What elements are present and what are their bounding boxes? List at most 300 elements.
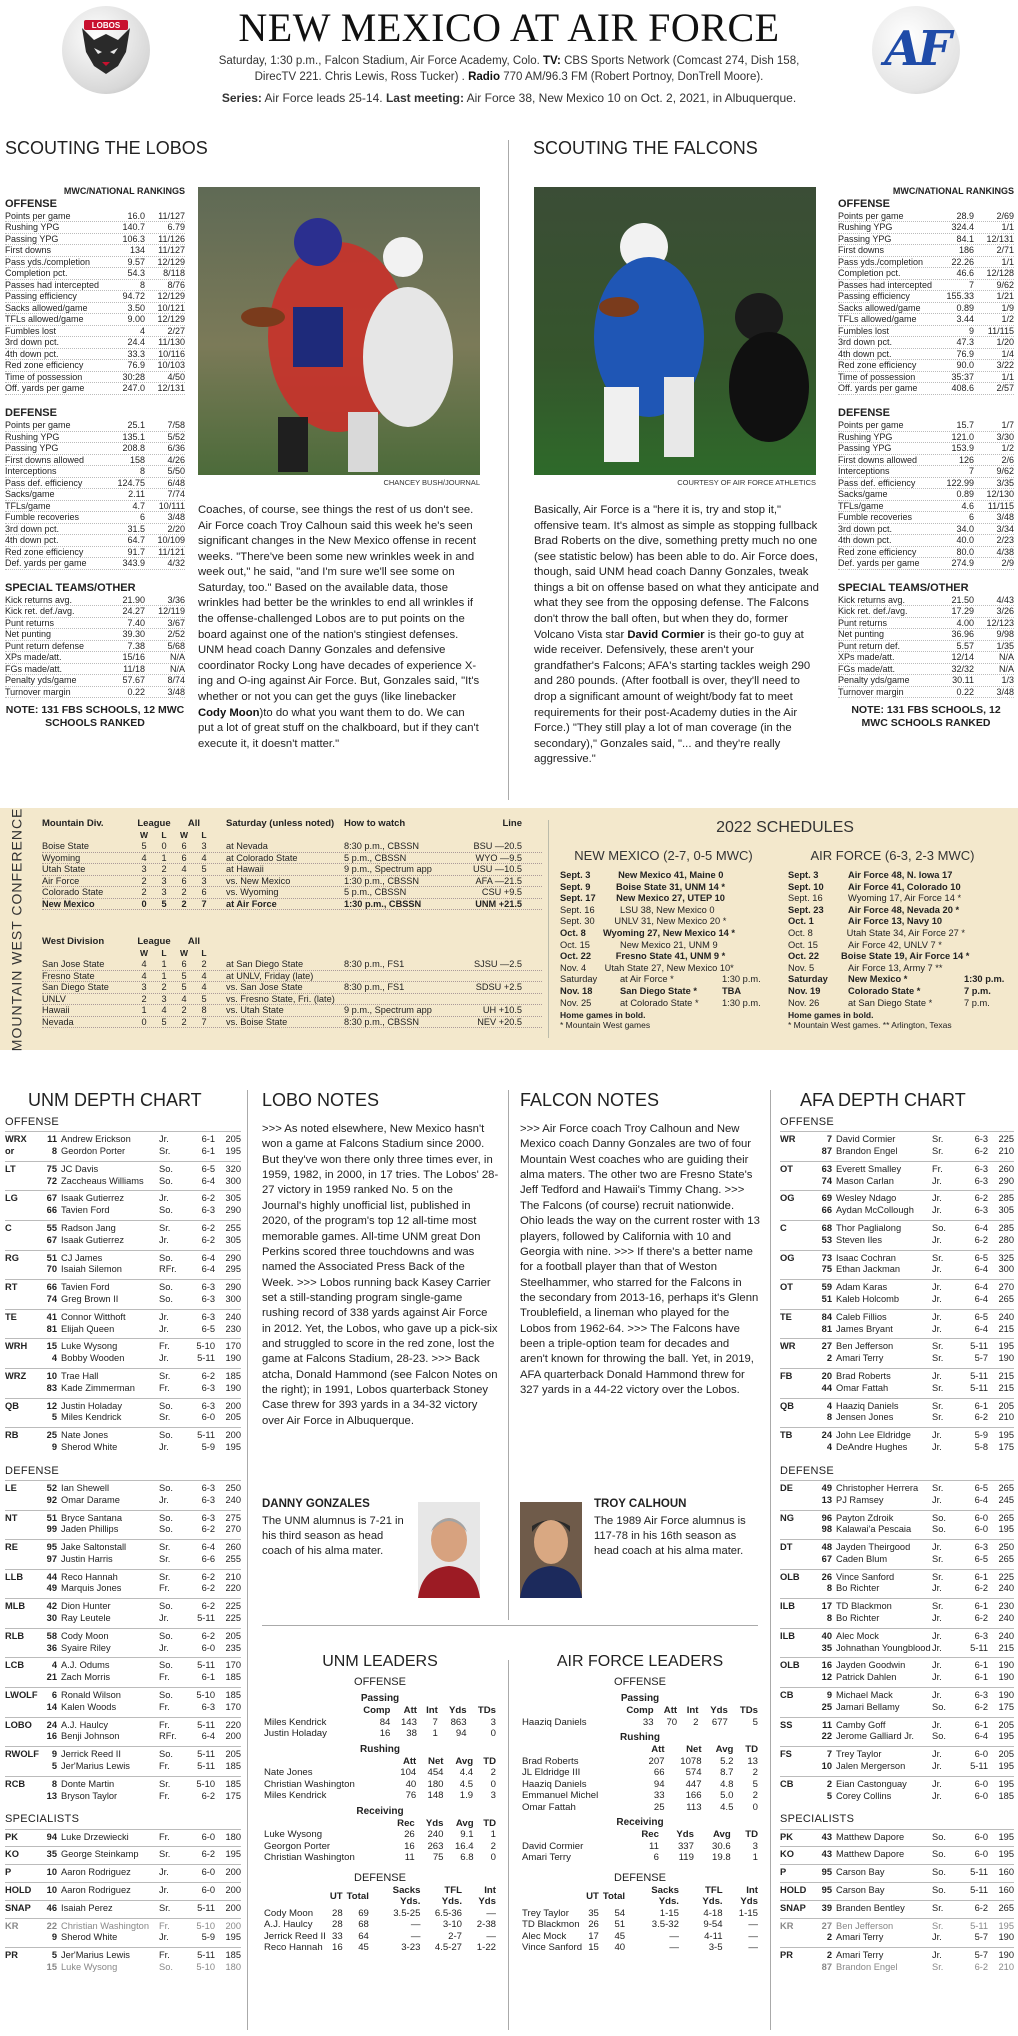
- player-name: John Lee Eldridge: [836, 1430, 911, 1441]
- player-name: Elijah Queen: [61, 1323, 115, 1334]
- stat-value: 9: [968, 325, 974, 336]
- schedule-date: Saturday: [560, 974, 598, 985]
- depth-position: [5, 1131, 241, 1161]
- player-height: 6-1: [201, 1145, 215, 1156]
- player-weight: 220: [225, 1583, 241, 1594]
- stat-value: 31.5: [127, 523, 145, 534]
- player-weight: 255: [225, 1553, 241, 1564]
- player-name: Jerome Galliard Jr.: [836, 1731, 915, 1742]
- depth-player-row: [5, 1672, 241, 1684]
- standings-cell: 6: [181, 959, 187, 969]
- stat-value: 153.9: [951, 443, 974, 454]
- stat-cell: Miles Kendrick: [264, 1716, 327, 1728]
- col-header: Sacks Yds.: [392, 1884, 421, 1908]
- player-name: Aaron Rodriguez: [61, 1885, 131, 1896]
- jersey-number: 98: [821, 1524, 832, 1535]
- jersey-number: 21: [46, 1672, 57, 1683]
- depth-pos: [5, 1324, 39, 1336]
- depth-player-row: [5, 1146, 241, 1158]
- player-weight: 185: [225, 1761, 241, 1772]
- player-weight: 205: [998, 1719, 1014, 1730]
- player-name: Isaak Gutierrez: [61, 1234, 125, 1245]
- depth-position: [5, 1569, 241, 1599]
- jersey-number: 15: [46, 1962, 57, 1972]
- player-class: Jr.: [159, 1494, 169, 1505]
- depth-player-row: [5, 1867, 241, 1879]
- player-name: Andrew Erickson: [61, 1134, 131, 1145]
- player-name: Zaccheaus Williams: [61, 1175, 144, 1186]
- depth-position: [5, 1338, 241, 1368]
- depth-pos: [5, 1583, 39, 1595]
- schedule-time: 7 p.m.: [964, 985, 991, 996]
- player-class: Jr.: [932, 1761, 942, 1772]
- standings-cell: [462, 994, 522, 1005]
- standings-cell: at UNLV, Friday (late): [226, 970, 314, 981]
- stat-value: 124.75: [117, 477, 145, 488]
- calhoun-name: TROY CALHOUN: [594, 1498, 687, 1510]
- stat-value: 80.0: [956, 546, 974, 557]
- stat-value: 121.0: [951, 431, 974, 442]
- depth-player-row: [5, 1495, 241, 1507]
- depth-pos: [5, 1791, 39, 1803]
- stat-label: Kick ret. def./avg.: [838, 606, 908, 617]
- stat-cell: —: [410, 1919, 421, 1931]
- player-height: 6-0: [974, 1524, 988, 1535]
- depth-pos: NT: [5, 1512, 18, 1523]
- standings-cell: 4: [141, 970, 147, 981]
- player-name: Amari Terry: [836, 1932, 884, 1943]
- player-name: CJ James: [61, 1252, 103, 1263]
- jersey-number: 4: [51, 1353, 57, 1364]
- stat-cell: Trey Taylor: [522, 1907, 569, 1919]
- receiving-label: Receiving: [356, 1805, 404, 1817]
- stat-value: 274.9: [951, 558, 974, 569]
- col-header: Mountain Div.: [42, 818, 104, 829]
- stat-label: Punt returns: [5, 617, 55, 628]
- offense-section-label: OFFENSE: [5, 197, 57, 210]
- player-name: Steven Iles: [836, 1234, 882, 1245]
- depth-position: [5, 1598, 241, 1628]
- depth-pos: [780, 1761, 814, 1773]
- jersey-number: 52: [46, 1482, 57, 1493]
- stat-value: 84.1: [956, 233, 974, 244]
- standings-cell: 4: [161, 1005, 167, 1015]
- standings-cell: Utah State: [42, 864, 86, 874]
- stat-label: Passes had intercepted: [838, 279, 933, 290]
- player-height: 5-11: [970, 1885, 988, 1896]
- stat-value: 22.26: [951, 256, 974, 267]
- player-name: Justin Harris: [61, 1553, 113, 1564]
- schedule-time: [723, 870, 768, 882]
- depth-position: [780, 1190, 1014, 1220]
- stat-rank: 5/52: [167, 431, 185, 442]
- standings-cell: 7: [201, 1016, 207, 1027]
- standings-cell: UH +10.5: [482, 1005, 522, 1015]
- stat-cell: 5.2: [720, 1755, 734, 1767]
- player-weight: 195: [998, 1524, 1014, 1535]
- depth-position: [780, 1687, 1014, 1717]
- depth-pos: HOLD: [5, 1885, 32, 1896]
- standings-cell: Colorado State: [42, 887, 104, 897]
- depth-pos: [5, 1613, 39, 1625]
- depth-player-row: [780, 1371, 1014, 1383]
- standings-cell: 1: [141, 1005, 147, 1015]
- depth-pos: PR: [780, 1950, 793, 1961]
- depth-player-row: [5, 1282, 241, 1294]
- stat-cell: 4-18: [703, 1907, 723, 1919]
- stat-cell: 94: [653, 1778, 665, 1790]
- player-weight: 205: [998, 1749, 1014, 1760]
- player-weight: 305: [225, 1234, 241, 1245]
- stat-label: Points per game: [838, 210, 904, 221]
- player-class: Fr.: [159, 1341, 170, 1352]
- stat-value: 30.11: [952, 675, 974, 686]
- stat-rank: 3/26: [996, 606, 1014, 617]
- stat-rank: 1/1: [1001, 222, 1014, 233]
- player-height: 6-2: [974, 1412, 988, 1423]
- jersey-number: 97: [46, 1553, 57, 1564]
- standings-cell: [344, 994, 462, 1005]
- col-header: TDs: [477, 1705, 496, 1717]
- depth-position: [5, 1309, 241, 1339]
- player-weight: 225: [998, 1571, 1014, 1582]
- stat-row: [838, 558, 1014, 570]
- stat-value: 9.57: [127, 256, 145, 267]
- player-height: 5-7: [974, 1353, 988, 1364]
- player-class: Sr.: [159, 1222, 171, 1233]
- depth-player-row: [5, 1690, 241, 1702]
- depth-player-row: [780, 1643, 1014, 1655]
- jersey-number: 70: [46, 1264, 57, 1275]
- standings-cell: BSU —20.5: [473, 841, 522, 851]
- stat-cell: TD Blackmon: [522, 1919, 580, 1931]
- player-class: So.: [932, 1831, 946, 1842]
- stat-row: [5, 501, 185, 513]
- stat-label: Rushing YPG: [5, 222, 60, 233]
- standings-cell: 8:30 p.m., CBSSN: [344, 1016, 420, 1027]
- depth-position: [780, 1309, 1014, 1339]
- schedule-time: [735, 928, 768, 940]
- player-height: 5-10: [196, 1341, 215, 1352]
- player-class: Jr.: [159, 1353, 169, 1364]
- col-header: Comp: [626, 1705, 654, 1717]
- player-height: 6-4: [974, 1323, 988, 1334]
- stat-label: 4th down pct.: [838, 535, 892, 546]
- standings-cell: WYO —9.5: [475, 852, 522, 863]
- passing-table: [520, 1705, 760, 1728]
- stat-row: [838, 618, 1014, 630]
- stat-cell: Justin Holaday: [264, 1728, 327, 1740]
- player-height: 6-1: [201, 1672, 215, 1683]
- depth-pos: [5, 1383, 39, 1395]
- depth-player-row: [5, 1613, 241, 1625]
- stat-cell: 64: [358, 1930, 369, 1942]
- stat-label: FGs made/att.: [5, 663, 63, 674]
- col-subheader: L: [201, 830, 207, 840]
- stat-rank: 9/62: [996, 466, 1014, 477]
- player-class: Jr.: [932, 1542, 942, 1553]
- player-weight: 260: [225, 1542, 241, 1553]
- schedule-game: Air Force 48, N. Iowa 17: [848, 870, 953, 880]
- gonzales-bio: [262, 1498, 407, 1558]
- mwc-divider: [548, 820, 549, 1038]
- player-class: Jr.: [932, 1441, 942, 1452]
- depth-player-row: [5, 1761, 241, 1773]
- stat-rank: N/A: [998, 652, 1014, 663]
- player-name: Omar Fattah: [836, 1382, 889, 1393]
- player-weight: 205: [225, 1630, 241, 1641]
- offense-label: OFFENSE: [614, 1676, 666, 1688]
- depth-player-row: [780, 1134, 1014, 1146]
- calhoun-bio: [594, 1498, 759, 1558]
- stat-value: 91.7: [127, 546, 145, 557]
- stat-rank: 1/2: [1001, 443, 1014, 454]
- jersey-number: 25: [46, 1430, 57, 1441]
- stat-row: [838, 606, 1014, 618]
- stat-cell: 4.5: [459, 1778, 474, 1790]
- stat-row: [838, 360, 1014, 372]
- standings-row: [42, 1017, 542, 1029]
- standings-cell: Wyoming: [42, 852, 81, 863]
- schedule-row: [788, 916, 1010, 928]
- stat-cell: 104: [400, 1767, 417, 1779]
- scouting-divider: [508, 140, 509, 800]
- standings-cell: Fresno State: [42, 970, 95, 981]
- depth-pos: ILB: [780, 1601, 795, 1612]
- stat-label: Red zone efficiency: [838, 360, 917, 371]
- jersey-number: 30: [46, 1613, 57, 1624]
- col-header: TD: [483, 1755, 496, 1767]
- stat-cell: Emmanuel Michel: [522, 1790, 599, 1802]
- right-divider: [770, 1090, 771, 2030]
- depth-player-row: [780, 1282, 1014, 1294]
- stat-rank: 1/7: [1001, 420, 1014, 431]
- col-subheader: W: [139, 948, 149, 958]
- stat-cell: 6.8: [460, 1852, 474, 1864]
- jersey-number: 4: [826, 1400, 832, 1411]
- standings-cell: 1:30 p.m., CBSSN: [344, 898, 422, 909]
- stat-value: 64.7: [127, 535, 145, 546]
- player-height: 5-11: [197, 1613, 215, 1624]
- stat-row: [5, 558, 185, 570]
- player-name: Nate Jones: [61, 1430, 109, 1441]
- player-weight: 290: [225, 1252, 241, 1263]
- standings-row: [42, 887, 542, 899]
- player-weight: 195: [998, 1920, 1014, 1931]
- player-weight: 215: [998, 1382, 1014, 1393]
- jersey-number: 11: [47, 1134, 57, 1145]
- player-height: 6-2: [974, 1145, 988, 1156]
- depth-player-row: [5, 1193, 241, 1205]
- depth-pos: WR: [780, 1341, 796, 1352]
- col-header: [462, 936, 522, 948]
- stat-rank: 2/27: [167, 325, 185, 336]
- stat-rank: N/A: [998, 663, 1014, 674]
- schedule-row: [560, 870, 768, 882]
- player-weight: 200: [225, 1430, 241, 1441]
- special-section-label: SPECIAL TEAMS/OTHER: [838, 581, 969, 594]
- stat-label: 4th down pct.: [5, 535, 59, 546]
- player-height: 6-3: [201, 1701, 215, 1712]
- stat-rank: 11/115: [987, 500, 1014, 511]
- stat-cell: 454: [427, 1767, 444, 1779]
- depth-player-row: [5, 1542, 241, 1554]
- stat-row: [5, 383, 185, 395]
- player-class: So.: [159, 1601, 173, 1612]
- depth-player-row: [5, 1442, 241, 1454]
- player-class: Sr.: [159, 1370, 171, 1381]
- player-height: 6-2: [201, 1524, 215, 1535]
- player-name: Jaden Phillips: [61, 1524, 119, 1535]
- depth-pos: [5, 1264, 39, 1276]
- standings-row: [42, 899, 542, 911]
- player-name: Kade Zimmerman: [61, 1382, 135, 1393]
- stat-cell: 11: [404, 1852, 415, 1864]
- schedule-time: [965, 928, 1010, 940]
- player-class: So.: [159, 1175, 173, 1186]
- depth-player-row: [5, 1401, 241, 1413]
- player-height: 5-11: [970, 1370, 988, 1381]
- stat-row: [838, 432, 1014, 444]
- standings-cell: at Hawaii: [226, 864, 264, 874]
- col-header: How to watch: [344, 818, 406, 829]
- stat-cell: 4.5-27: [434, 1942, 463, 1954]
- player-weight: 215: [998, 1642, 1014, 1653]
- schedule-date: Sept. 16: [788, 893, 823, 904]
- stat-cell: 1078: [680, 1755, 702, 1767]
- col-header: Int: [686, 1705, 699, 1717]
- player-class: Jr.: [932, 1311, 942, 1322]
- depth-position: [5, 1947, 241, 1977]
- depth-player-row: [780, 1146, 1014, 1158]
- player-weight: 320: [225, 1163, 241, 1174]
- player-weight: 185: [225, 1778, 241, 1789]
- stat-row: [5, 420, 185, 432]
- jersey-number: 5: [51, 1761, 57, 1772]
- offense-depth-label: OFFENSE: [5, 1116, 60, 1128]
- stat-rank: 10/103: [157, 360, 185, 371]
- lobo-notes-text: >>> As noted elsewhere, New Mexico hasn't won a game at Falcons Stadium since 2000. But they've won there only three times ever, in 1959, 1982, in 2000, in 17 tries. The Lobos' 28-27 victory in 1959 ranked No. 5 on the Journal's highly unofficial list, published in 2020, of the program's top 12 all-time most memorable games. All-time UNM great Don Perkins scored three touchdowns and was named the Associated Press Back of the Week. >>> Lobos running back Kasey Carrier set a still-standing program single-game rushing record of 338 yards against Air Force in 2012. Yet, the Lobos, who gave up a pick-six and struggled to score in the red zone, lost the game at Falcons Stadium, 28-23. >>> Back atcha, Donald Hammond (see Falcon Notes on the right); in 1991, Lobos quarterback Stoney Case threw for 393 yards in a 34-32 victory over Air Force in Albuquerque.: [262, 1123, 499, 1427]
- stat-label: Sacks/game: [838, 489, 888, 500]
- stat-value: 76.9: [127, 360, 145, 371]
- stat-cell: —: [486, 1907, 496, 1919]
- schedule-game: Air Force 42, UNLV 7 *: [848, 939, 942, 950]
- standings-cell: 1: [161, 970, 167, 981]
- player-name: PJ Ramsey: [836, 1494, 884, 1505]
- depth-pos: LWOLF: [5, 1690, 38, 1701]
- player-class: Sr.: [932, 1571, 944, 1582]
- stat-rank: 4/43: [996, 594, 1014, 605]
- player-class: Sr.: [159, 1902, 171, 1913]
- player-name: Jer'Marius Lewis: [61, 1950, 130, 1961]
- depth-pos: [5, 1932, 39, 1944]
- west-division-table: [42, 936, 542, 1028]
- player-class: So.: [159, 1293, 173, 1304]
- player-name: Aydan McCollough: [836, 1205, 914, 1216]
- jersey-number: 66: [46, 1205, 57, 1216]
- player-height: 6-2: [201, 1234, 215, 1245]
- player-height: 6-5: [201, 1163, 215, 1174]
- stat-rank: 11/127: [158, 245, 185, 256]
- depth-pos: [5, 1412, 39, 1424]
- stat-cell: 0: [490, 1728, 496, 1740]
- standings-cell: Boise State: [42, 841, 89, 851]
- player-name: Ben Jefferson: [836, 1341, 894, 1352]
- jersey-number: 35: [821, 1642, 832, 1653]
- stat-row: [5, 372, 185, 384]
- unm-leaders-tables: [262, 1672, 498, 1954]
- player-height: 5-11: [970, 1761, 988, 1772]
- depth-pos: [5, 1495, 39, 1507]
- player-name: Brandon Engel: [836, 1145, 898, 1156]
- depth-pos: [5, 1672, 39, 1684]
- stat-cell: 54: [614, 1907, 626, 1919]
- player-class: Jr.: [932, 1370, 942, 1381]
- player-name: Amari Terry: [836, 1353, 884, 1364]
- stat-cell: 180: [427, 1778, 444, 1790]
- stat-cell: Georgon Porter: [264, 1840, 331, 1852]
- player-height: 6-3: [201, 1311, 215, 1322]
- depth-pos: CB: [780, 1778, 794, 1789]
- col-header: TD: [745, 1829, 758, 1841]
- player-weight: 205: [225, 1749, 241, 1760]
- col-header: Net: [428, 1755, 444, 1767]
- stat-cell: 16: [379, 1728, 391, 1740]
- jersey-number: 26: [821, 1571, 832, 1582]
- player-class: Sr.: [159, 1412, 171, 1423]
- stat-value: 135.1: [122, 431, 145, 442]
- stat-value: 11/18: [123, 663, 145, 674]
- player-class: Fr.: [159, 1672, 170, 1683]
- player-class: Sr.: [932, 1412, 944, 1423]
- depth-pos: [5, 1353, 39, 1365]
- depth-player-row: [780, 1235, 1014, 1247]
- player-height: 5-11: [970, 1341, 988, 1352]
- standings-header: [42, 936, 542, 948]
- stat-label: Passing YPG: [5, 233, 59, 244]
- player-height: 6-4: [201, 1175, 215, 1186]
- depth-player-row: [780, 1205, 1014, 1217]
- depth-position: [780, 1829, 1014, 1847]
- depth-player-row: [5, 1164, 241, 1176]
- player-class: So.: [932, 1885, 946, 1896]
- player-class: Jr.: [932, 1660, 942, 1671]
- depth-position: [5, 1846, 241, 1864]
- schedule-row: [788, 986, 1010, 998]
- schedule-date: Oct. 15: [788, 939, 818, 950]
- col-header: West Division: [42, 936, 105, 947]
- player-weight: 195: [225, 1932, 241, 1943]
- player-height: 6-3: [974, 1630, 988, 1641]
- schedule-time: [964, 905, 1010, 917]
- player-height: 6-0: [974, 1749, 988, 1760]
- stat-value: 0.22: [127, 686, 145, 697]
- jersey-number: 27: [821, 1920, 832, 1931]
- player-class: Sr.: [932, 1382, 944, 1393]
- unm-depth-title: UNM DEPTH CHART: [28, 1090, 202, 1110]
- jersey-number: 67: [46, 1234, 57, 1245]
- stat-rank: 5/50: [167, 466, 185, 477]
- player-weight: 245: [998, 1494, 1014, 1505]
- standings-cell: 5: [161, 898, 167, 909]
- depth-player-row: [780, 1401, 1014, 1413]
- depth-pos: [780, 1235, 814, 1247]
- rankings-note: NOTE: 131 FBS SCHOOLS, 12 MWC SCHOOLS RANKED: [851, 704, 1001, 729]
- depth-position: [780, 1480, 1014, 1510]
- standings-cell: 5 p.m., CBSSN: [344, 887, 407, 897]
- stat-cell: 5: [752, 1716, 758, 1728]
- depth-pos: KR: [5, 1920, 19, 1931]
